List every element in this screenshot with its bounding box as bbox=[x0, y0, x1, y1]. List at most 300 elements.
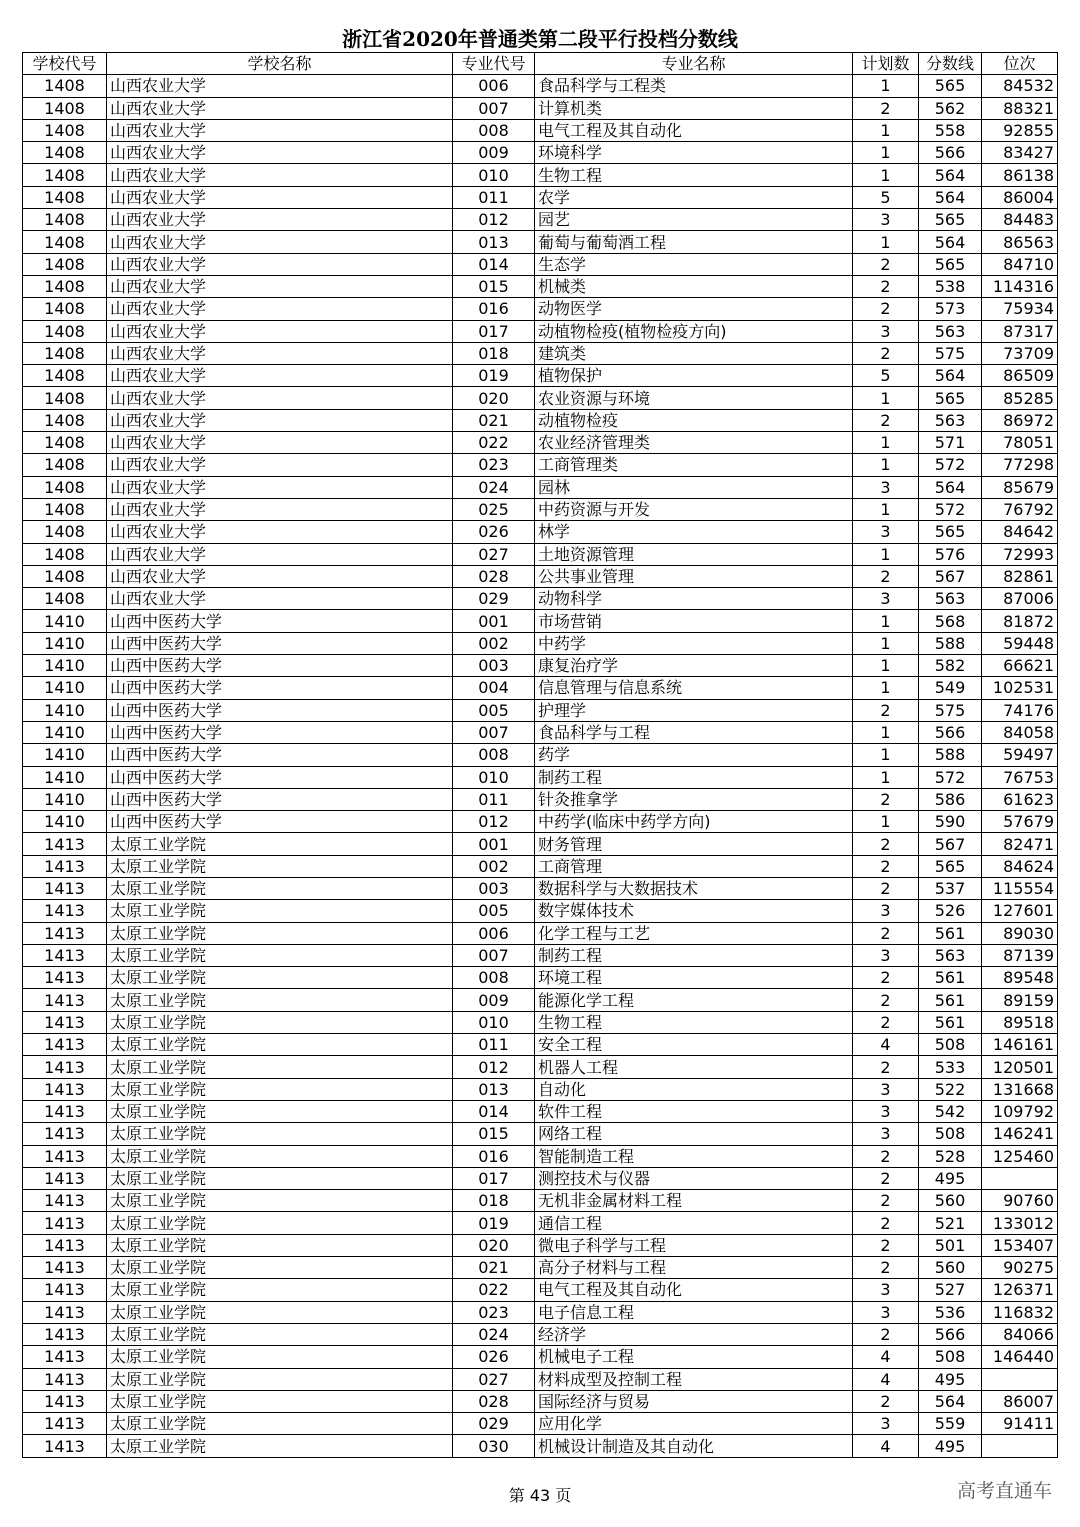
school-name-cell: 山西农业大学 bbox=[107, 164, 453, 186]
major-code-cell: 006 bbox=[453, 75, 535, 97]
table-row bbox=[23, 699, 1058, 721]
table-row bbox=[23, 1346, 1058, 1368]
rank-cell: 86138 bbox=[982, 164, 1058, 186]
major-code-cell: 005 bbox=[453, 900, 535, 922]
school-code-cell: 1408 bbox=[23, 565, 107, 587]
score-line-cell: 495 bbox=[919, 1368, 982, 1390]
rank-cell: 91411 bbox=[982, 1413, 1058, 1435]
school-code-cell: 1408 bbox=[23, 454, 107, 476]
table-row bbox=[23, 1301, 1058, 1323]
score-line-cell: 560 bbox=[919, 1257, 982, 1279]
score-line-cell: 508 bbox=[919, 1346, 982, 1368]
plan-count-cell: 2 bbox=[853, 565, 919, 587]
major-name-cell: 通信工程 bbox=[535, 1212, 853, 1234]
school-name-cell: 太原工业学院 bbox=[107, 1257, 453, 1279]
school-name-cell: 太原工业学院 bbox=[107, 877, 453, 899]
table-row bbox=[23, 1056, 1058, 1078]
plan-count-cell: 3 bbox=[853, 320, 919, 342]
school-name-cell: 太原工业学院 bbox=[107, 989, 453, 1011]
major-code-cell: 011 bbox=[453, 788, 535, 810]
table-row bbox=[23, 231, 1058, 253]
school-name-cell: 山西农业大学 bbox=[107, 565, 453, 587]
major-code-cell: 016 bbox=[453, 1145, 535, 1167]
school-code-cell: 1413 bbox=[23, 1100, 107, 1122]
major-code-cell: 022 bbox=[453, 1279, 535, 1301]
school-name-cell: 太原工业学院 bbox=[107, 1346, 453, 1368]
major-code-cell: 029 bbox=[453, 588, 535, 610]
score-line-cell: 495 bbox=[919, 1435, 982, 1457]
table-row bbox=[23, 855, 1058, 877]
major-name-cell: 工商管理类 bbox=[535, 454, 853, 476]
major-name-cell: 制药工程 bbox=[535, 766, 853, 788]
major-name-cell: 农业经济管理类 bbox=[535, 432, 853, 454]
school-code-cell: 1413 bbox=[23, 1212, 107, 1234]
major-code-cell: 013 bbox=[453, 1078, 535, 1100]
rank-cell: 86563 bbox=[982, 231, 1058, 253]
table-row bbox=[23, 1145, 1058, 1167]
score-line-cell: 565 bbox=[919, 521, 982, 543]
school-name-cell: 山西中医药大学 bbox=[107, 699, 453, 721]
major-code-cell: 010 bbox=[453, 1011, 535, 1033]
major-code-cell: 020 bbox=[453, 1234, 535, 1256]
table-body bbox=[23, 75, 1058, 1457]
rank-cell: 86972 bbox=[982, 409, 1058, 431]
plan-count-cell: 4 bbox=[853, 1034, 919, 1056]
plan-count-cell: 3 bbox=[853, 1301, 919, 1323]
major-code-cell: 028 bbox=[453, 565, 535, 587]
school-code-cell: 1413 bbox=[23, 1123, 107, 1145]
table-row bbox=[23, 1368, 1058, 1390]
rank-cell: 88321 bbox=[982, 97, 1058, 119]
school-code-cell: 1413 bbox=[23, 1078, 107, 1100]
school-name-cell: 山西农业大学 bbox=[107, 409, 453, 431]
major-code-cell: 009 bbox=[453, 142, 535, 164]
score-line-cell: 563 bbox=[919, 409, 982, 431]
table-row bbox=[23, 655, 1058, 677]
rank-cell: 131668 bbox=[982, 1078, 1058, 1100]
plan-count-cell: 4 bbox=[853, 1435, 919, 1457]
rank-cell: 66621 bbox=[982, 655, 1058, 677]
school-name-cell: 太原工业学院 bbox=[107, 1123, 453, 1145]
major-name-cell: 园艺 bbox=[535, 209, 853, 231]
rank-cell: 116832 bbox=[982, 1301, 1058, 1323]
school-code-cell: 1408 bbox=[23, 588, 107, 610]
major-code-cell: 021 bbox=[453, 409, 535, 431]
plan-count-cell: 2 bbox=[853, 877, 919, 899]
table-row bbox=[23, 1034, 1058, 1056]
school-code-cell: 1410 bbox=[23, 766, 107, 788]
rank-cell bbox=[982, 1368, 1058, 1390]
table-row bbox=[23, 1011, 1058, 1033]
major-name-cell: 植物保护 bbox=[535, 365, 853, 387]
rank-cell: 114316 bbox=[982, 275, 1058, 297]
major-name-cell: 农业资源与环境 bbox=[535, 387, 853, 409]
header-plan-count: 计划数 bbox=[853, 53, 919, 75]
major-name-cell: 机械类 bbox=[535, 275, 853, 297]
plan-count-cell: 1 bbox=[853, 498, 919, 520]
score-line-cell: 563 bbox=[919, 320, 982, 342]
table-row bbox=[23, 342, 1058, 364]
table-row bbox=[23, 298, 1058, 320]
major-name-cell: 动物医学 bbox=[535, 298, 853, 320]
major-name-cell: 生态学 bbox=[535, 253, 853, 275]
major-name-cell: 计算机类 bbox=[535, 97, 853, 119]
school-code-cell: 1413 bbox=[23, 1056, 107, 1078]
plan-count-cell: 2 bbox=[853, 1190, 919, 1212]
rank-cell: 84710 bbox=[982, 253, 1058, 275]
score-line-cell: 575 bbox=[919, 342, 982, 364]
major-code-cell: 003 bbox=[453, 877, 535, 899]
plan-count-cell: 1 bbox=[853, 454, 919, 476]
major-name-cell: 土地资源管理 bbox=[535, 543, 853, 565]
table-row bbox=[23, 454, 1058, 476]
school-name-cell: 山西农业大学 bbox=[107, 209, 453, 231]
rank-cell: 75934 bbox=[982, 298, 1058, 320]
score-line-cell: 588 bbox=[919, 632, 982, 654]
score-line-cell: 571 bbox=[919, 432, 982, 454]
school-name-cell: 山西农业大学 bbox=[107, 142, 453, 164]
major-name-cell: 安全工程 bbox=[535, 1034, 853, 1056]
table-header-row bbox=[23, 53, 1058, 75]
plan-count-cell: 2 bbox=[853, 989, 919, 1011]
major-name-cell: 制药工程 bbox=[535, 944, 853, 966]
school-name-cell: 太原工业学院 bbox=[107, 1100, 453, 1122]
major-name-cell: 测控技术与仪器 bbox=[535, 1167, 853, 1189]
table-row bbox=[23, 1078, 1058, 1100]
school-code-cell: 1410 bbox=[23, 632, 107, 654]
page-title: 浙江省2020年普通类第二段平行投档分数线 bbox=[342, 27, 738, 51]
plan-count-cell: 2 bbox=[853, 97, 919, 119]
rank-cell: 89030 bbox=[982, 922, 1058, 944]
school-name-cell: 太原工业学院 bbox=[107, 1078, 453, 1100]
school-name-cell: 山西中医药大学 bbox=[107, 677, 453, 699]
plan-count-cell: 1 bbox=[853, 119, 919, 141]
table-row bbox=[23, 409, 1058, 431]
school-name-cell: 山西中医药大学 bbox=[107, 766, 453, 788]
rank-cell: 109792 bbox=[982, 1100, 1058, 1122]
school-code-cell: 1408 bbox=[23, 75, 107, 97]
major-code-cell: 012 bbox=[453, 1056, 535, 1078]
major-code-cell: 026 bbox=[453, 521, 535, 543]
table-row bbox=[23, 543, 1058, 565]
major-code-cell: 007 bbox=[453, 944, 535, 966]
plan-count-cell: 2 bbox=[853, 1257, 919, 1279]
school-code-cell: 1413 bbox=[23, 833, 107, 855]
major-name-cell: 动物科学 bbox=[535, 588, 853, 610]
score-line-cell: 565 bbox=[919, 387, 982, 409]
major-code-cell: 008 bbox=[453, 744, 535, 766]
major-name-cell: 中药学(临床中药学方向) bbox=[535, 811, 853, 833]
table-row bbox=[23, 1100, 1058, 1122]
table-row bbox=[23, 989, 1058, 1011]
major-name-cell: 能源化学工程 bbox=[535, 989, 853, 1011]
plan-count-cell: 2 bbox=[853, 922, 919, 944]
table-row bbox=[23, 632, 1058, 654]
table-row bbox=[23, 209, 1058, 231]
table-row bbox=[23, 498, 1058, 520]
major-name-cell: 环境工程 bbox=[535, 967, 853, 989]
score-line-cell: 508 bbox=[919, 1123, 982, 1145]
plan-count-cell: 3 bbox=[853, 1100, 919, 1122]
table-row bbox=[23, 1212, 1058, 1234]
plan-count-cell: 5 bbox=[853, 186, 919, 208]
major-name-cell: 针灸推拿学 bbox=[535, 788, 853, 810]
major-name-cell: 生物工程 bbox=[535, 164, 853, 186]
rank-cell: 92855 bbox=[982, 119, 1058, 141]
rank-cell: 82471 bbox=[982, 833, 1058, 855]
major-code-cell: 002 bbox=[453, 632, 535, 654]
plan-count-cell: 1 bbox=[853, 164, 919, 186]
rank-cell: 57679 bbox=[982, 811, 1058, 833]
score-line-cell: 586 bbox=[919, 788, 982, 810]
rank-cell: 86509 bbox=[982, 365, 1058, 387]
school-code-cell: 1413 bbox=[23, 1301, 107, 1323]
plan-count-cell: 1 bbox=[853, 543, 919, 565]
score-line-cell: 582 bbox=[919, 655, 982, 677]
school-name-cell: 太原工业学院 bbox=[107, 1056, 453, 1078]
school-name-cell: 山西农业大学 bbox=[107, 454, 453, 476]
school-name-cell: 山西中医药大学 bbox=[107, 655, 453, 677]
major-code-cell: 026 bbox=[453, 1346, 535, 1368]
plan-count-cell: 2 bbox=[853, 1323, 919, 1345]
major-code-cell: 017 bbox=[453, 1167, 535, 1189]
major-name-cell: 生物工程 bbox=[535, 1011, 853, 1033]
score-line-cell: 537 bbox=[919, 877, 982, 899]
table-row bbox=[23, 476, 1058, 498]
score-line-cell: 566 bbox=[919, 721, 982, 743]
school-code-cell: 1408 bbox=[23, 275, 107, 297]
school-code-cell: 1413 bbox=[23, 1034, 107, 1056]
school-name-cell: 山西中医药大学 bbox=[107, 744, 453, 766]
major-name-cell: 机器人工程 bbox=[535, 1056, 853, 1078]
rank-cell: 89548 bbox=[982, 967, 1058, 989]
rank-cell: 76792 bbox=[982, 498, 1058, 520]
table-row bbox=[23, 253, 1058, 275]
school-code-cell: 1408 bbox=[23, 498, 107, 520]
major-code-cell: 017 bbox=[453, 320, 535, 342]
major-name-cell: 电气工程及其自动化 bbox=[535, 1279, 853, 1301]
major-code-cell: 027 bbox=[453, 543, 535, 565]
table-row bbox=[23, 75, 1058, 97]
plan-count-cell: 2 bbox=[853, 1145, 919, 1167]
school-name-cell: 山西农业大学 bbox=[107, 97, 453, 119]
major-name-cell: 动植物检疫 bbox=[535, 409, 853, 431]
rank-cell: 83427 bbox=[982, 142, 1058, 164]
rank-cell: 76753 bbox=[982, 766, 1058, 788]
watermark-text: 高考直通车 bbox=[956, 1480, 1052, 1502]
school-code-cell: 1413 bbox=[23, 877, 107, 899]
school-name-cell: 山西农业大学 bbox=[107, 543, 453, 565]
major-code-cell: 002 bbox=[453, 855, 535, 877]
table-row bbox=[23, 521, 1058, 543]
school-name-cell: 太原工业学院 bbox=[107, 1034, 453, 1056]
rank-cell: 77298 bbox=[982, 454, 1058, 476]
rank-cell: 74176 bbox=[982, 699, 1058, 721]
school-code-cell: 1408 bbox=[23, 365, 107, 387]
school-name-cell: 山西农业大学 bbox=[107, 231, 453, 253]
major-code-cell: 018 bbox=[453, 1190, 535, 1212]
school-name-cell: 山西农业大学 bbox=[107, 588, 453, 610]
score-line-cell: 564 bbox=[919, 231, 982, 253]
table-row bbox=[23, 1123, 1058, 1145]
major-code-cell: 024 bbox=[453, 476, 535, 498]
plan-count-cell: 3 bbox=[853, 1413, 919, 1435]
table-row bbox=[23, 119, 1058, 141]
major-code-cell: 030 bbox=[453, 1435, 535, 1457]
rank-cell: 81872 bbox=[982, 610, 1058, 632]
score-line-cell: 567 bbox=[919, 565, 982, 587]
major-code-cell: 001 bbox=[453, 833, 535, 855]
school-name-cell: 山西农业大学 bbox=[107, 75, 453, 97]
school-code-cell: 1410 bbox=[23, 610, 107, 632]
major-name-cell: 市场营销 bbox=[535, 610, 853, 632]
table-row bbox=[23, 1190, 1058, 1212]
plan-count-cell: 3 bbox=[853, 521, 919, 543]
school-name-cell: 山西农业大学 bbox=[107, 320, 453, 342]
plan-count-cell: 1 bbox=[853, 231, 919, 253]
table-row bbox=[23, 811, 1058, 833]
school-code-cell: 1413 bbox=[23, 1011, 107, 1033]
major-name-cell: 工商管理 bbox=[535, 855, 853, 877]
score-line-cell: 561 bbox=[919, 1011, 982, 1033]
score-line-cell: 558 bbox=[919, 119, 982, 141]
rank-cell bbox=[982, 1167, 1058, 1189]
school-code-cell: 1408 bbox=[23, 320, 107, 342]
school-name-cell: 山西农业大学 bbox=[107, 432, 453, 454]
major-code-cell: 010 bbox=[453, 766, 535, 788]
school-name-cell: 太原工业学院 bbox=[107, 833, 453, 855]
rank-cell: 85679 bbox=[982, 476, 1058, 498]
score-line-cell: 564 bbox=[919, 186, 982, 208]
school-name-cell: 太原工业学院 bbox=[107, 922, 453, 944]
plan-count-cell: 1 bbox=[853, 721, 919, 743]
major-name-cell: 软件工程 bbox=[535, 1100, 853, 1122]
major-name-cell: 数据科学与大数据技术 bbox=[535, 877, 853, 899]
rank-cell: 84642 bbox=[982, 521, 1058, 543]
major-code-cell: 016 bbox=[453, 298, 535, 320]
school-code-cell: 1408 bbox=[23, 209, 107, 231]
school-code-cell: 1413 bbox=[23, 1390, 107, 1412]
header-rank: 位次 bbox=[982, 53, 1058, 75]
major-code-cell: 018 bbox=[453, 342, 535, 364]
table-row bbox=[23, 877, 1058, 899]
score-line-cell: 566 bbox=[919, 1323, 982, 1345]
school-name-cell: 太原工业学院 bbox=[107, 1145, 453, 1167]
table-row bbox=[23, 275, 1058, 297]
rank-cell: 89518 bbox=[982, 1011, 1058, 1033]
admission-score-table bbox=[22, 52, 1058, 1458]
score-line-cell: 565 bbox=[919, 855, 982, 877]
major-name-cell: 动植物检疫(植物检疫方向) bbox=[535, 320, 853, 342]
table-row bbox=[23, 320, 1058, 342]
major-code-cell: 009 bbox=[453, 989, 535, 1011]
plan-count-cell: 4 bbox=[853, 1368, 919, 1390]
school-name-cell: 山西农业大学 bbox=[107, 298, 453, 320]
major-name-cell: 中药资源与开发 bbox=[535, 498, 853, 520]
rank-cell: 90760 bbox=[982, 1190, 1058, 1212]
major-name-cell: 智能制造工程 bbox=[535, 1145, 853, 1167]
table-row bbox=[23, 744, 1058, 766]
table-row bbox=[23, 1167, 1058, 1189]
major-code-cell: 014 bbox=[453, 1100, 535, 1122]
major-name-cell: 应用化学 bbox=[535, 1413, 853, 1435]
major-name-cell: 机械设计制造及其自动化 bbox=[535, 1435, 853, 1457]
major-code-cell: 019 bbox=[453, 1212, 535, 1234]
school-name-cell: 太原工业学院 bbox=[107, 900, 453, 922]
major-code-cell: 022 bbox=[453, 432, 535, 454]
plan-count-cell: 2 bbox=[853, 788, 919, 810]
score-line-cell: 563 bbox=[919, 944, 982, 966]
score-line-cell: 576 bbox=[919, 543, 982, 565]
school-code-cell: 1408 bbox=[23, 231, 107, 253]
major-name-cell: 无机非金属材料工程 bbox=[535, 1190, 853, 1212]
major-code-cell: 019 bbox=[453, 365, 535, 387]
school-code-cell: 1413 bbox=[23, 922, 107, 944]
rank-cell: 59497 bbox=[982, 744, 1058, 766]
school-name-cell: 山西农业大学 bbox=[107, 119, 453, 141]
table-row bbox=[23, 610, 1058, 632]
major-code-cell: 007 bbox=[453, 721, 535, 743]
rank-cell: 102531 bbox=[982, 677, 1058, 699]
school-code-cell: 1408 bbox=[23, 409, 107, 431]
score-line-cell: 561 bbox=[919, 967, 982, 989]
table-row bbox=[23, 944, 1058, 966]
school-name-cell: 山西中医药大学 bbox=[107, 811, 453, 833]
school-code-cell: 1408 bbox=[23, 543, 107, 565]
school-name-cell: 太原工业学院 bbox=[107, 855, 453, 877]
major-code-cell: 020 bbox=[453, 387, 535, 409]
major-name-cell: 高分子材料与工程 bbox=[535, 1257, 853, 1279]
score-line-cell: 572 bbox=[919, 766, 982, 788]
score-line-cell: 564 bbox=[919, 365, 982, 387]
major-name-cell: 化学工程与工艺 bbox=[535, 922, 853, 944]
score-line-cell: 575 bbox=[919, 699, 982, 721]
school-code-cell: 1410 bbox=[23, 811, 107, 833]
major-code-cell: 010 bbox=[453, 164, 535, 186]
major-name-cell: 建筑类 bbox=[535, 342, 853, 364]
major-code-cell: 023 bbox=[453, 1301, 535, 1323]
school-code-cell: 1413 bbox=[23, 1145, 107, 1167]
major-name-cell: 药学 bbox=[535, 744, 853, 766]
plan-count-cell: 2 bbox=[853, 253, 919, 275]
school-code-cell: 1410 bbox=[23, 721, 107, 743]
major-code-cell: 006 bbox=[453, 922, 535, 944]
major-code-cell: 008 bbox=[453, 967, 535, 989]
major-code-cell: 012 bbox=[453, 811, 535, 833]
school-name-cell: 太原工业学院 bbox=[107, 944, 453, 966]
major-code-cell: 021 bbox=[453, 1257, 535, 1279]
table-row bbox=[23, 1257, 1058, 1279]
major-code-cell: 015 bbox=[453, 275, 535, 297]
plan-count-cell: 2 bbox=[853, 1234, 919, 1256]
score-line-cell: 538 bbox=[919, 275, 982, 297]
score-line-cell: 528 bbox=[919, 1145, 982, 1167]
table-row bbox=[23, 1323, 1058, 1345]
major-code-cell: 025 bbox=[453, 498, 535, 520]
school-code-cell: 1408 bbox=[23, 387, 107, 409]
plan-count-cell: 5 bbox=[853, 365, 919, 387]
school-code-cell: 1413 bbox=[23, 855, 107, 877]
school-name-cell: 太原工业学院 bbox=[107, 1167, 453, 1189]
score-line-cell: 564 bbox=[919, 476, 982, 498]
table-row bbox=[23, 1279, 1058, 1301]
table-row bbox=[23, 1390, 1058, 1412]
major-name-cell: 机械电子工程 bbox=[535, 1346, 853, 1368]
table-row bbox=[23, 186, 1058, 208]
school-name-cell: 山西农业大学 bbox=[107, 342, 453, 364]
major-code-cell: 012 bbox=[453, 209, 535, 231]
plan-count-cell: 2 bbox=[853, 275, 919, 297]
